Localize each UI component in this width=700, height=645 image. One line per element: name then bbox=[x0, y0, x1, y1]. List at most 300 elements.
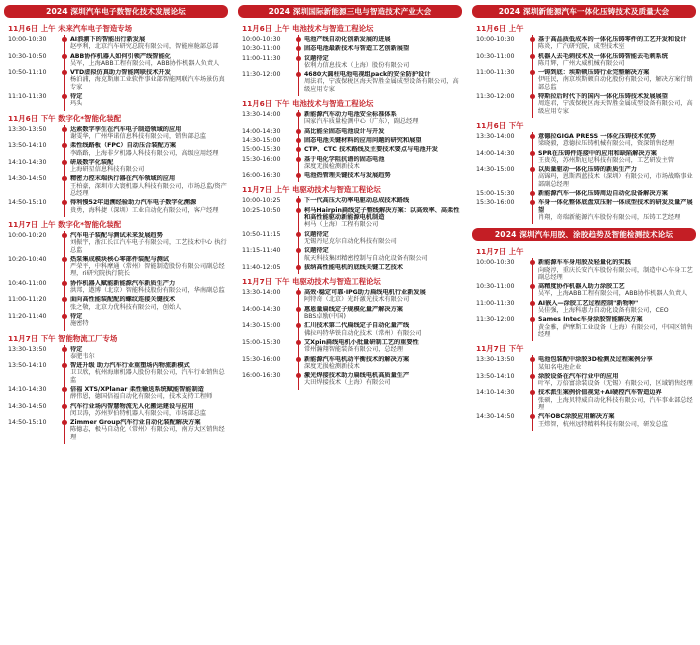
talk-title: 艾Xpin扁线电机小批量研制工艺的重要性 bbox=[304, 338, 419, 346]
agenda-item bbox=[4, 313, 228, 328]
talk-title: 电池产线自动化创新发展的进展 bbox=[304, 36, 391, 43]
speaker-info: 王贵英，苏州斯厄尼科技有限公司，工艺研发主管 bbox=[538, 156, 675, 164]
session-heading: 11月7日 上午 数字化*智能化装配 bbox=[8, 219, 122, 229]
timeline-dot-icon bbox=[296, 72, 301, 77]
agenda-item bbox=[472, 199, 696, 221]
speaker-info: 薛伟恩，德国倍福自动化有限公司，技术支持工程师 bbox=[70, 393, 213, 401]
talk-title: 高比能全固态电池设计与开发 bbox=[304, 127, 385, 135]
talk-title: Sames Intec车身涂胶智能解决方案 bbox=[538, 316, 643, 324]
agenda-item bbox=[238, 36, 462, 43]
timeline-rail bbox=[63, 232, 70, 254]
speaker-info: 叶军，万倍富涂装设备（无锡）有限公司，区域销售经理 bbox=[538, 380, 693, 388]
time-slot: 13:50-14:10 bbox=[8, 142, 47, 150]
talk-title: 拔纳高性能电机的底线关键工艺技术 bbox=[304, 263, 403, 271]
time-slot: 10:40-11:00 bbox=[8, 279, 47, 287]
agenda-item bbox=[4, 296, 228, 311]
time-slot: 14:00-14:30 bbox=[476, 149, 515, 157]
agenda-item bbox=[4, 362, 228, 384]
talk-title: ABB协作机器人如何引领产线智能化 bbox=[70, 52, 171, 60]
speaker-info: 黄金雅，萨摩斯工业设备（上海）有限公司，中国区销售经理 bbox=[538, 323, 693, 338]
time-slot: 16:00-16:30 bbox=[242, 172, 281, 180]
timeline-dot-icon bbox=[296, 46, 301, 51]
time-slot: 10:20-10:40 bbox=[8, 255, 47, 263]
agenda-item bbox=[4, 419, 228, 441]
time-slot: 10:50-11:15 bbox=[242, 230, 281, 238]
agenda-item bbox=[238, 45, 462, 52]
timeline-rail bbox=[63, 159, 70, 174]
timeline-rail bbox=[63, 296, 70, 311]
timeline-rail bbox=[531, 53, 538, 68]
time-slot: 10:00-10:25 bbox=[242, 197, 281, 205]
talk-title: SPR在压铸件连接中的应用和缺陷解决方案 bbox=[538, 149, 657, 157]
timeline-dot-icon bbox=[296, 232, 301, 237]
agenda-item bbox=[472, 283, 696, 298]
timeline-dot-icon bbox=[62, 404, 67, 409]
timeline-rail bbox=[297, 45, 304, 52]
timeline-dot-icon bbox=[530, 54, 535, 59]
talk-title: 特斯拉后时代下的国内一体化压铸技术发展展望 bbox=[538, 93, 668, 101]
forum-banner: 2024 深圳汽车用胶、涂胶趋势及智能检测技术论坛 bbox=[472, 228, 696, 241]
agenda-item bbox=[4, 403, 228, 418]
talk-title: 面向高性能装配配的螺纹连接关键技术 bbox=[70, 296, 176, 304]
timeline-dot-icon bbox=[530, 191, 535, 196]
talk-title: 达索数字孪生在汽车电子制造领域的应用 bbox=[70, 125, 182, 133]
agenda-item bbox=[238, 55, 462, 70]
timeline-rail bbox=[297, 197, 304, 204]
timeline-rail bbox=[531, 133, 538, 148]
agenda-item bbox=[4, 199, 228, 214]
talk-title: 议题待定 bbox=[304, 230, 329, 238]
time-slot: 11:10-11:30 bbox=[8, 93, 47, 101]
timeline-rail bbox=[531, 69, 538, 91]
timeline-rail bbox=[297, 231, 304, 246]
timeline-dot-icon bbox=[62, 347, 67, 352]
time-slot: 13:50-14:10 bbox=[476, 372, 515, 380]
session-heading: 11月6日 下午 数字化*智能化装配 bbox=[8, 113, 122, 123]
timeline-dot-icon bbox=[530, 200, 535, 205]
timeline-dot-icon bbox=[296, 157, 301, 162]
time-slot: 11:15-11:40 bbox=[242, 247, 281, 255]
speaker-info: 伊旺民，南京埃斯顿自动化股份有限公司，解决方案行销部总监 bbox=[538, 76, 693, 91]
timeline-rail bbox=[63, 346, 70, 361]
talk-title: 激光焊接技术助力扁线电机高质量生产 bbox=[304, 372, 410, 380]
speaker-info: 李路路，上海非夕机器人科技有限公司，高级应用经理 bbox=[70, 149, 219, 157]
talk-title: 基于电化学阻抗谱的固态电池 bbox=[304, 155, 385, 163]
time-slot: 10:00-10:30 bbox=[476, 259, 515, 267]
time-slot: 14:30-15:00 bbox=[242, 322, 281, 330]
time-slot: 14:50-15:10 bbox=[8, 419, 47, 427]
speaker-info: 梁晓毅，意德拉压铸机械有限公司，资深销售经理 bbox=[538, 140, 675, 148]
timeline-dot-icon bbox=[296, 56, 301, 61]
timeline-dot-icon bbox=[296, 208, 301, 213]
timeline-dot-icon bbox=[530, 70, 535, 75]
agenda-item bbox=[238, 146, 462, 153]
timeline-dot-icon bbox=[62, 70, 67, 75]
talk-title: VTD虚拟仿真助力智能网联技术开发 bbox=[70, 69, 171, 77]
speaker-info: 阿特奇（北京）光纤激光技术有限公司 bbox=[304, 296, 410, 304]
speaker-info: 刘振宇，浙江长江汽车电子有限公司，工艺技术中心 执行总监 bbox=[70, 239, 227, 254]
talk-title: 柯马Hairpin扁线定子整线解决方案：以高效率、高柔性和高性能驱动新能源电机制造 bbox=[304, 206, 460, 222]
timeline-rail bbox=[63, 280, 70, 295]
forum-banner: 2024 深圳汽车电子数智化技术发展论坛 bbox=[4, 5, 228, 18]
timeline-dot-icon bbox=[296, 147, 301, 152]
timeline-rail bbox=[531, 389, 538, 411]
agenda-item bbox=[472, 259, 696, 281]
time-slot: 11:00-11:30 bbox=[242, 54, 281, 62]
speaker-info: 常州瀚翔智能装备有限公司，总经理 bbox=[304, 346, 403, 354]
speaker-info: 柯马（上海）工程有限公司 bbox=[304, 221, 379, 229]
timeline-dot-icon bbox=[62, 37, 67, 42]
timeline-rail bbox=[63, 142, 70, 157]
agenda-item bbox=[472, 150, 696, 165]
time-slot: 14:30-14:50 bbox=[8, 402, 47, 410]
talk-title: 汽车电子装配与测试未来发展趋势 bbox=[70, 231, 163, 239]
time-slot: 15:30-16:00 bbox=[242, 155, 281, 163]
agenda-item bbox=[4, 280, 228, 295]
timeline-rail bbox=[63, 313, 70, 328]
timeline-dot-icon bbox=[296, 373, 301, 378]
talk-title: 汇川技术第二代扁线定子自动化量产线 bbox=[304, 322, 410, 330]
talk-title: 研晟数字化装配 bbox=[70, 158, 114, 166]
speaker-info: 依利力信息技术（上海）股份有限公司 bbox=[304, 61, 410, 69]
timeline-dot-icon bbox=[530, 260, 535, 265]
speaker-info: 卫卫欣，杭州海康机器人股份有限公司，汽车行业销售总监 bbox=[70, 369, 225, 384]
timeline-dot-icon bbox=[296, 138, 301, 143]
talk-title: 4680大圆柱电池电视组pack的安全防护设计 bbox=[304, 71, 431, 79]
agenda-item bbox=[238, 372, 462, 387]
time-slot: 14:10-14:30 bbox=[8, 385, 47, 393]
agenda-item bbox=[238, 156, 462, 171]
timeline-rail bbox=[297, 137, 304, 144]
agenda-item bbox=[472, 36, 696, 51]
talk-title: 精密力控末端执行器在汽车领域的应用 bbox=[70, 175, 176, 183]
time-slot: 13:30-14:00 bbox=[242, 289, 281, 297]
timeline-rail bbox=[297, 156, 304, 171]
timeline-dot-icon bbox=[62, 257, 67, 262]
timeline-rail bbox=[63, 362, 70, 384]
timeline-rail bbox=[297, 322, 304, 337]
agenda-item bbox=[4, 346, 228, 361]
timeline-rail bbox=[531, 150, 538, 165]
timeline-dot-icon bbox=[296, 265, 301, 270]
talk-title: 电池热管理关键技术与发展趋势 bbox=[304, 172, 391, 180]
timeline-dot-icon bbox=[530, 317, 535, 322]
forum-banner: 2024 深圳国际新能源三电与智造技术产业大会 bbox=[238, 5, 462, 18]
talk-title: 高精度协作机器人助力涂胶工艺 bbox=[538, 283, 625, 291]
timeline-dot-icon bbox=[62, 233, 67, 238]
agenda-item bbox=[238, 322, 462, 337]
timeline-rail bbox=[63, 419, 70, 441]
speaker-info: 上海研星信息科技有限公司 bbox=[70, 166, 145, 174]
talk-title: 意德拉GIGA PRESS 一体化压铸技术优势 bbox=[538, 132, 656, 140]
talk-title: 汽车行业场内智慧物流无人化搬运建设与应用 bbox=[70, 402, 194, 410]
talk-title: 待定 bbox=[70, 93, 83, 101]
agenda-item bbox=[472, 300, 696, 315]
session-heading: 11月6日 下午 电池技术与智造工程论坛 bbox=[242, 99, 374, 109]
speaker-info: 泰肥韦尔 bbox=[70, 352, 95, 360]
speaker-info: 佛拉玛特华铁自动化技术（常州）有限公司 bbox=[304, 329, 422, 337]
time-slot: 11:30-12:00 bbox=[476, 316, 515, 324]
time-slot: 14:00-14:30 bbox=[242, 305, 281, 313]
time-slot: 14:30-14:50 bbox=[476, 413, 515, 421]
speaker-info: 国家汽车质量检测中心（广东），副总经理 bbox=[304, 118, 419, 126]
time-slot: 10:30-11:00 bbox=[242, 45, 281, 53]
timeline-dot-icon bbox=[530, 284, 535, 289]
agenda-item bbox=[238, 264, 462, 271]
timeline-dot-icon bbox=[530, 374, 535, 379]
agenda-item bbox=[4, 69, 228, 91]
timeline-dot-icon bbox=[296, 248, 301, 253]
agenda-item bbox=[472, 190, 696, 197]
speaker-info: 谢雯华，广州华诺信息科技有限公司，销售部总监 bbox=[70, 132, 207, 140]
agenda-item bbox=[472, 373, 696, 388]
session-heading: 11月7日 下午 智能物流工厂专场 bbox=[8, 333, 118, 343]
talk-title: 惠恩量扁线定子规模化量产解决方案 bbox=[304, 305, 403, 313]
agenda-item bbox=[472, 133, 696, 148]
timeline-dot-icon bbox=[62, 297, 67, 302]
timeline-dot-icon bbox=[296, 37, 301, 42]
speaker-info: 肖翔，奇瑞新能源汽车股份有限公司，压铸工艺经理 bbox=[538, 213, 681, 221]
speaker-info: 王炜智，杭州远特精料科技有限公司，研发总监 bbox=[538, 420, 668, 428]
speaker-info: 赵亭利，北京汽车研究总院有限公司，智能座舱部总部 bbox=[70, 43, 219, 51]
timeline-dot-icon bbox=[62, 363, 67, 368]
session-heading: 11月6日 下午 bbox=[476, 120, 524, 130]
timeline-rail bbox=[531, 36, 538, 51]
timeline-dot-icon bbox=[62, 160, 67, 165]
session-heading: 11月7日 上午 bbox=[476, 247, 524, 257]
speaker-info: 吴军，上海ABB工程有限公司，ABB协作机器人负责人 bbox=[538, 290, 688, 298]
talk-title: 热泵集成模块核心零部件装配与测试 bbox=[70, 255, 169, 263]
talk-title: 汽车OBC涂胶应用解决方案 bbox=[538, 413, 615, 421]
time-slot: 14:30-14:50 bbox=[8, 175, 47, 183]
agenda-item bbox=[472, 316, 696, 338]
speaker-info: 航天科技集团精密控制与自动化设备有限公司 bbox=[304, 254, 428, 262]
time-slot: 10:50-11:10 bbox=[8, 69, 47, 77]
time-slot: 15:30-16:00 bbox=[242, 355, 281, 363]
talk-title: 固态电池关键材料的应用问题的研究和展望 bbox=[304, 136, 422, 144]
talk-title: 下一代高压大功率电驱动总成技术路线 bbox=[304, 197, 410, 205]
agenda-item bbox=[472, 53, 696, 68]
timeline-dot-icon bbox=[296, 173, 301, 178]
time-slot: 10:30-11:00 bbox=[476, 283, 515, 291]
talk-title: 基于高品质低成本的一体化压铸零件的工艺开发和设计 bbox=[538, 36, 687, 43]
time-slot: 15:00-15:30 bbox=[242, 338, 281, 346]
timeline-rail bbox=[63, 126, 70, 141]
timeline-dot-icon bbox=[62, 200, 67, 205]
time-slot: 15:00-15:30 bbox=[242, 146, 281, 154]
timeline-rail bbox=[531, 316, 538, 338]
time-slot: 14:30-15:00 bbox=[476, 166, 515, 174]
timeline-rail bbox=[297, 71, 304, 93]
timeline-dot-icon bbox=[62, 387, 67, 392]
agenda-item bbox=[472, 389, 696, 411]
talk-title: 议题待定 bbox=[304, 54, 329, 62]
agenda-item bbox=[472, 356, 696, 371]
agenda-item bbox=[238, 111, 462, 126]
talk-title: 高效·稳定可靠·IPG助力扁线电机行业新发展 bbox=[304, 289, 426, 297]
talk-title: CTP、CTC 技术路线及主要技术要点与电池开发 bbox=[304, 146, 438, 154]
talk-title: AI浪潮下的智能出行新发展 bbox=[70, 36, 146, 43]
agenda-item bbox=[238, 172, 462, 179]
agenda-item bbox=[238, 247, 462, 262]
session-heading: 11月6日 上午 未来汽车电子智造专场 bbox=[8, 24, 133, 33]
agenda-column bbox=[472, 5, 696, 645]
timeline-dot-icon bbox=[296, 198, 301, 203]
talk-title: 新能源汽车一体化压铸周边自动化设备解决方案 bbox=[538, 190, 668, 198]
time-slot: 13:30-13:50 bbox=[476, 356, 515, 364]
timeline-rail bbox=[297, 146, 304, 153]
timeline-rail bbox=[63, 403, 70, 418]
time-slot: 16:00-16:30 bbox=[242, 372, 281, 380]
time-slot: 13:50-14:10 bbox=[8, 362, 47, 370]
time-slot: 13:30-14:00 bbox=[242, 111, 281, 119]
agenda-item bbox=[238, 306, 462, 321]
timeline-dot-icon bbox=[62, 176, 67, 181]
timeline-rail bbox=[297, 289, 304, 304]
timeline-rail bbox=[297, 247, 304, 262]
timeline-dot-icon bbox=[62, 420, 67, 425]
speaker-info: 吴军，上海ABB工程有限公司，ABB协作机器人负责人 bbox=[70, 59, 220, 67]
speaker-info: 深度无损检测新技术 bbox=[304, 162, 360, 170]
agenda-item bbox=[4, 386, 228, 401]
time-slot: 10:30-10:50 bbox=[8, 52, 47, 60]
time-slot: 14:00-14:30 bbox=[242, 127, 281, 135]
time-slot: 10:00-10:30 bbox=[476, 36, 515, 43]
talk-title: 议题待定 bbox=[304, 247, 329, 255]
timeline-rail bbox=[531, 283, 538, 298]
speaker-info: 无锡丹尼克尔自动化科技有限公司 bbox=[304, 237, 397, 245]
time-slot: 13:30-14:00 bbox=[476, 132, 515, 140]
timeline-rail bbox=[63, 36, 70, 51]
timeline-dot-icon bbox=[62, 94, 67, 99]
agenda-item bbox=[4, 159, 228, 174]
time-slot: 15:00-15:30 bbox=[476, 190, 515, 198]
agenda-item bbox=[472, 93, 696, 115]
time-slot: 11:30-12:00 bbox=[242, 71, 281, 79]
speaker-info: 陈德志，极马自动化（常州）有限公司，南方大区销售经理 bbox=[70, 426, 225, 441]
agenda-item bbox=[238, 231, 462, 246]
time-slot: 13:30-13:50 bbox=[8, 345, 47, 353]
timeline-rail bbox=[63, 93, 70, 108]
agenda-item bbox=[4, 93, 228, 108]
agenda-item bbox=[238, 71, 462, 93]
timeline-rail bbox=[531, 259, 538, 281]
speaker-info: 王柏豪，深圳市大寰机器人科技有限公司，市场总监/资产总经理 bbox=[70, 182, 227, 198]
agenda-item bbox=[472, 69, 696, 91]
talk-title: 涂胶设备在汽车行业中的应用 bbox=[538, 372, 619, 380]
agenda-item bbox=[238, 137, 462, 144]
timeline-rail bbox=[531, 373, 538, 388]
agenda-item bbox=[238, 128, 462, 135]
agenda-item bbox=[238, 207, 462, 229]
speaker-info: 张硕，上海贝特威自动化科技有限公司，汽车事业部总经理 bbox=[538, 396, 693, 411]
speaker-info: 闵卫涛，苏州罗伯特机器人有限公司，市场部总监 bbox=[70, 409, 207, 417]
agenda-item bbox=[472, 166, 696, 188]
time-slot: 10:30-11:00 bbox=[476, 52, 515, 60]
time-slot: 14:10-14:30 bbox=[476, 389, 515, 397]
talk-title: 协作机器人赋能新能源汽车新质生产力 bbox=[70, 279, 176, 287]
time-slot: 10:00-10:30 bbox=[8, 36, 47, 43]
timeline-rail bbox=[297, 372, 304, 387]
timeline-dot-icon bbox=[530, 134, 535, 139]
timeline-dot-icon bbox=[530, 390, 535, 395]
timeline-rail bbox=[297, 207, 304, 229]
talk-title: 得利慢52年追溯经验助力汽车电子数字化溯源 bbox=[70, 199, 197, 207]
speaker-info: 杨泊浦，海克斯康工业软件事业部智能网联汽车场景仿真专家 bbox=[70, 76, 225, 91]
session-heading: 11月7日 上午 电驱动技术与智造工程论坛 bbox=[242, 185, 381, 195]
speaker-info: 玛头 bbox=[70, 100, 83, 108]
agenda-item bbox=[238, 339, 462, 354]
time-slot: 11:40-12:05 bbox=[242, 263, 281, 271]
time-slot: 14:10-14:30 bbox=[8, 158, 47, 166]
timeline-dot-icon bbox=[62, 143, 67, 148]
timeline-rail bbox=[531, 166, 538, 188]
timeline-rail bbox=[297, 306, 304, 321]
talk-title: 柔性线路板（FPC）自动压合装配方案 bbox=[70, 142, 177, 150]
time-slot: 10:00-10:20 bbox=[8, 231, 47, 239]
timeline-rail bbox=[297, 264, 304, 271]
session-heading: 11月6日 上午 bbox=[476, 24, 524, 33]
speaker-info: 严荣平，中科摩通（常州）智能制造股份有限公司副总经理，ri研究院执行院长 bbox=[70, 263, 225, 278]
agenda-item bbox=[4, 142, 228, 157]
agenda-item bbox=[4, 256, 228, 278]
timeline-rail bbox=[63, 386, 70, 401]
time-slot: 11:20-11:40 bbox=[8, 312, 47, 320]
time-slot: 11:00-11:30 bbox=[476, 69, 515, 77]
timeline-rail bbox=[297, 111, 304, 126]
talk-title: 倍福 XTS/XPlanar 柔性输送系统赋能智能制造 bbox=[70, 385, 204, 393]
agenda-item bbox=[4, 175, 228, 197]
time-slot: 10:00-10:30 bbox=[242, 36, 281, 43]
talk-title: AI嵌入—涂胶工艺过程控制"新物种" bbox=[538, 299, 639, 307]
talk-title: 固态电池最新技术与智造工艺创新展望 bbox=[304, 45, 410, 53]
timeline-rail bbox=[531, 300, 538, 315]
timeline-dot-icon bbox=[62, 314, 67, 319]
timeline-rail bbox=[297, 36, 304, 43]
timeline-rail bbox=[297, 128, 304, 135]
timeline-dot-icon bbox=[530, 301, 535, 306]
agenda-item bbox=[4, 53, 228, 68]
time-slot: 11:00-11:20 bbox=[8, 296, 47, 304]
timeline-rail bbox=[531, 356, 538, 371]
timeline-dot-icon bbox=[296, 323, 301, 328]
timeline-dot-icon bbox=[530, 167, 535, 172]
timeline-dot-icon bbox=[296, 307, 301, 312]
agenda-item bbox=[4, 36, 228, 51]
timeline-dot-icon bbox=[530, 94, 535, 99]
timeline-rail bbox=[531, 93, 538, 115]
timeline-dot-icon bbox=[530, 151, 535, 156]
time-slot: 10:25-10:50 bbox=[242, 206, 281, 214]
timeline-rail bbox=[63, 175, 70, 197]
time-slot: 14:30-15:00 bbox=[242, 136, 281, 144]
agenda-item bbox=[4, 126, 228, 141]
talk-title: 一铸到底：埃斯顿压铸行业完整解决方案 bbox=[538, 69, 650, 77]
timeline-dot-icon bbox=[296, 357, 301, 362]
timeline-dot-icon bbox=[62, 127, 67, 132]
speaker-info: 洪邦，遨博（北京）智能科技股份有限公司，华南副总监 bbox=[70, 287, 225, 295]
talk-title: 新能源车车身用胶及轻量化的实践 bbox=[538, 259, 631, 267]
talk-title: 以质量驱动一体化压铸的新质生产力 bbox=[538, 166, 637, 174]
speaker-info: 周法君，宁波保税区海天智胜金属成型设备有限公司，高级应用专家 bbox=[304, 78, 459, 93]
speaker-info: 某知名电池企业 bbox=[538, 363, 582, 371]
timeline-rail bbox=[63, 256, 70, 278]
time-slot: 15:30-16:00 bbox=[476, 199, 515, 207]
time-slot: 11:30-12:00 bbox=[476, 93, 515, 101]
agenda-column bbox=[4, 5, 228, 645]
talk-title: 机器人去毛刺技术及一体化压铸智能去毛刺系统 bbox=[538, 52, 668, 60]
speaker-info: BBS卓励(中国) bbox=[304, 313, 346, 321]
